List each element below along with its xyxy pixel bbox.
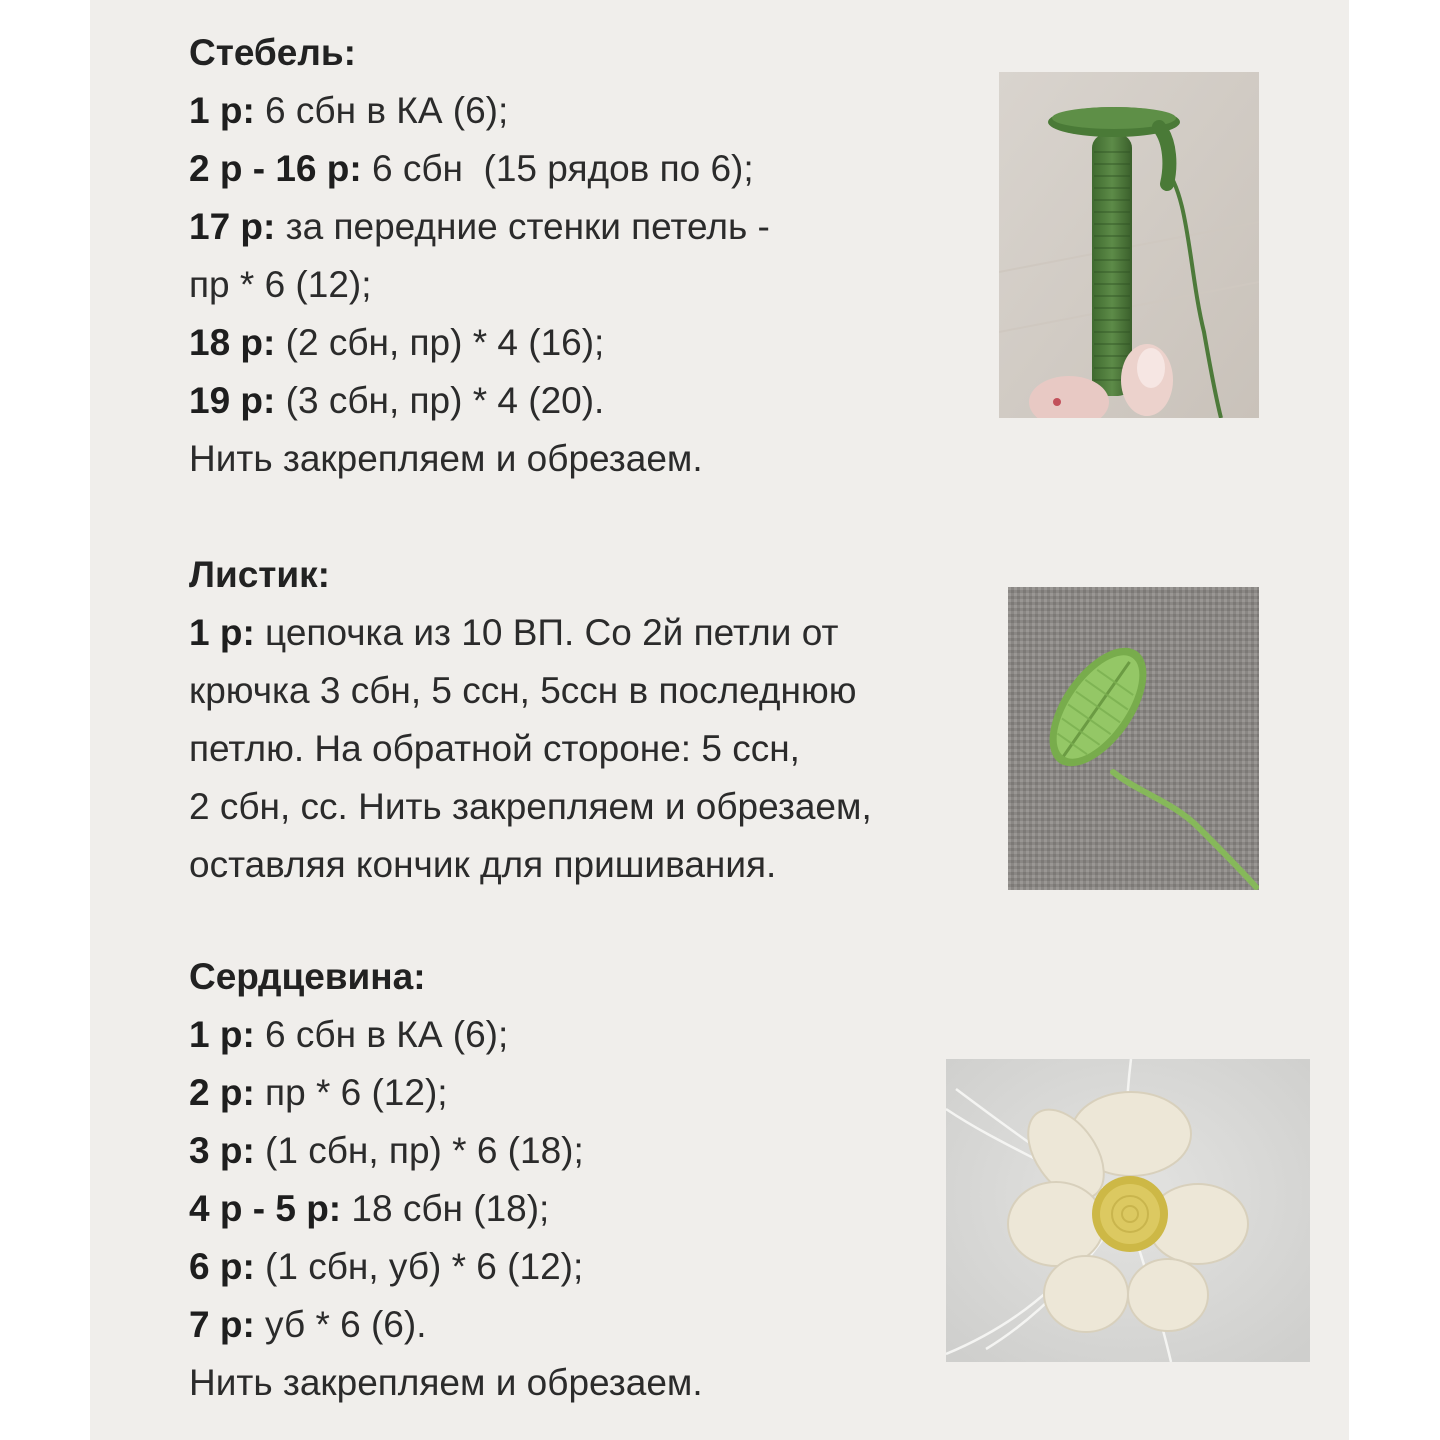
instruction-line [189, 1180, 703, 1238]
row-text: 6 сбн (15 рядов по 6); [361, 148, 754, 189]
row-text: (1 сбн, уб) * 6 (12); [254, 1246, 584, 1287]
instruction-line [189, 1354, 703, 1412]
row-text: 6 сбн в КА (6); [254, 90, 509, 131]
row-label: 3 р: [189, 1130, 255, 1171]
section-title: Стебель: [189, 32, 356, 73]
instruction-line [189, 372, 770, 430]
row-text: цепочка из 10 ВП. Со 2й петли от [254, 612, 839, 653]
section-core [189, 948, 703, 1412]
row-text: 2 сбн, сс. Нить закрепляем и обрезаем, [189, 786, 872, 827]
row-label: 6 р: [189, 1246, 255, 1287]
row-label: 2 р - 16 р: [189, 148, 362, 189]
row-label: 1 р: [189, 612, 255, 653]
instruction-line [189, 198, 770, 256]
row-label: 1 р: [189, 90, 255, 131]
section-stem [189, 24, 770, 488]
row-text: Нить закрепляем и обрезаем. [189, 438, 703, 479]
instruction-line [189, 662, 872, 720]
row-text: 6 сбн в КА (6); [254, 1014, 509, 1055]
instruction-line [189, 82, 770, 140]
leaf-photo [1008, 587, 1259, 890]
instruction-line [189, 1122, 703, 1180]
instruction-line [189, 1296, 703, 1354]
row-label: 17 р: [189, 206, 276, 247]
instruction-line [189, 430, 770, 488]
instruction-line [189, 256, 770, 314]
section-title: Сердцевина: [189, 956, 426, 997]
row-text: пр * 6 (12); [254, 1072, 448, 1113]
instruction-line [189, 1006, 703, 1064]
row-text: крючка 3 сбн, 5 ссн, 5ссн в последнюю [189, 670, 857, 711]
instruction-line [189, 604, 872, 662]
flower-photo [946, 1059, 1310, 1362]
section-leaf [189, 546, 872, 894]
instruction-line [189, 778, 872, 836]
section-title: Листик: [189, 554, 330, 595]
instruction-line [189, 836, 872, 894]
row-text: Нить закрепляем и обрезаем. [189, 1362, 703, 1403]
row-text: пр * 6 (12); [189, 264, 372, 305]
row-text: (1 сбн, пр) * 6 (18); [254, 1130, 584, 1171]
row-label: 2 р: [189, 1072, 255, 1113]
row-label: 7 р: [189, 1304, 255, 1345]
row-text: (2 сбн, пр) * 4 (16); [275, 322, 605, 363]
row-text: петлю. На обратной стороне: 5 ссн, [189, 728, 800, 769]
row-text: оставляя кончик для пришивания. [189, 844, 777, 885]
row-label: 1 р: [189, 1014, 255, 1055]
instruction-line [189, 314, 770, 372]
row-text: (3 сбн, пр) * 4 (20). [275, 380, 605, 421]
row-text: уб * 6 (6). [254, 1304, 427, 1345]
instruction-line [189, 1238, 703, 1296]
instruction-line [189, 1064, 703, 1122]
row-text: 18 сбн (18); [341, 1188, 550, 1229]
stem-photo [999, 72, 1259, 418]
instruction-line [189, 140, 770, 198]
instruction-line [189, 720, 872, 778]
row-label: 19 р: [189, 380, 276, 421]
row-label: 4 р - 5 р: [189, 1188, 342, 1229]
row-text: за передние стенки петель - [275, 206, 770, 247]
row-label: 18 р: [189, 322, 276, 363]
